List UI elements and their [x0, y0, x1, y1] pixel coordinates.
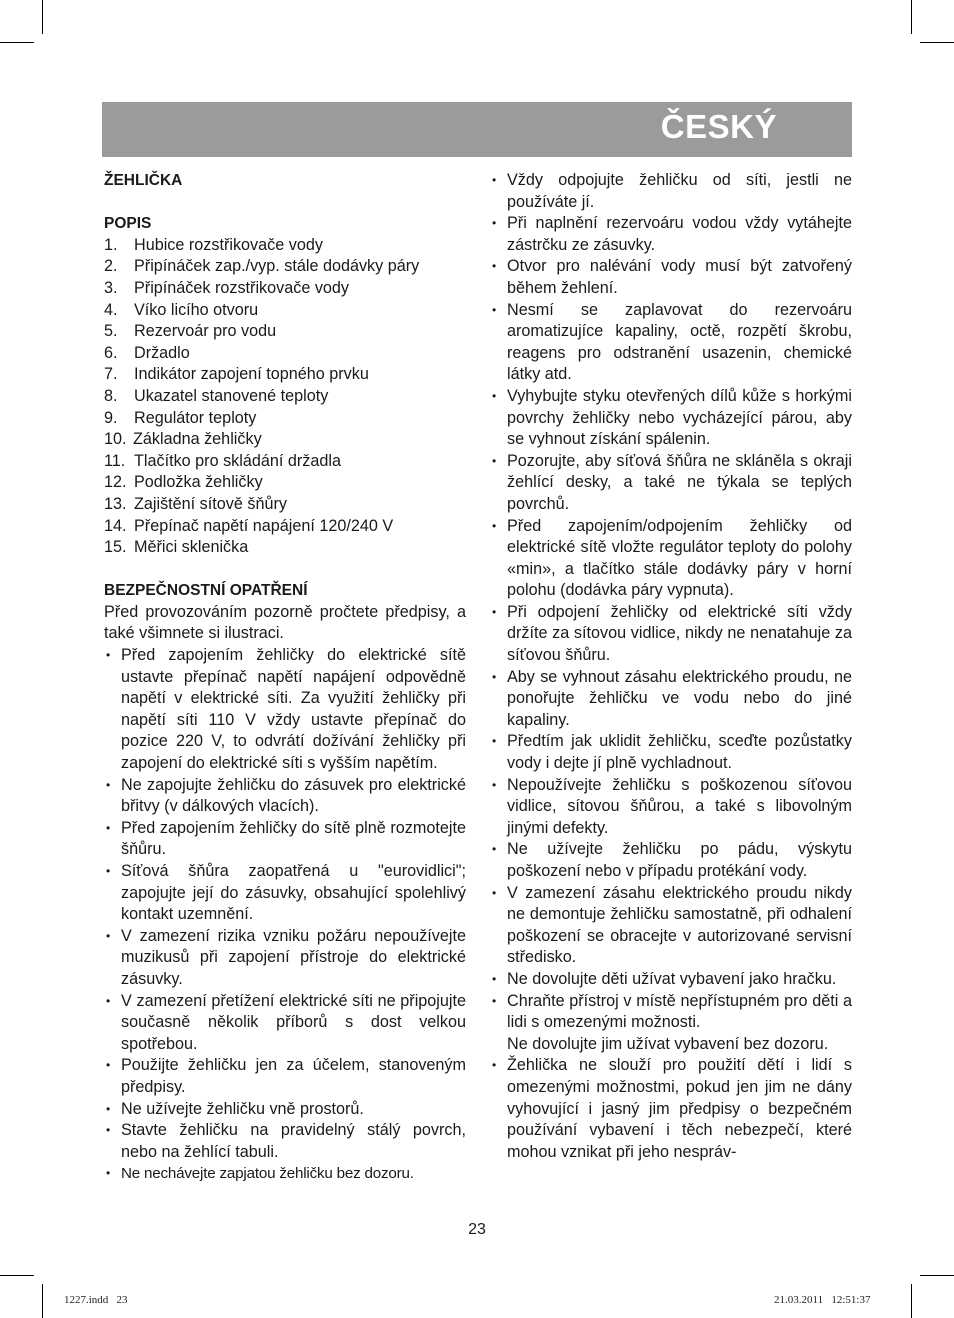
safety-bullet: • Vždy odpojujte žehličku od síti, jestli ne používáte jí. — [490, 170, 852, 213]
safety-bullet — [490, 991, 852, 1056]
crop-mark-bottom-left — [0, 1275, 34, 1276]
safety-bullet: • Nesmí se zaplavovat do rezervoáru aromatizujíce kapaliny, octě, rozpětí škrobu, reagens pro odstranění usazenin, chemické látky atd. — [490, 300, 852, 386]
left-column — [104, 170, 466, 1185]
description-heading: POPIS — [104, 215, 152, 233]
parts-list-item: 8. Ukazatel stanovené teploty — [104, 386, 329, 405]
parts-list-item: 4. Víko licího otvoru — [104, 300, 259, 319]
parts-list-item: 5. Rezervoár pro vodu — [104, 322, 277, 341]
safety-bullets-right — [490, 170, 852, 1163]
parts-list-item: 1. Hubice rozstřikovače vody — [104, 235, 323, 254]
safety-bullet: • V zamezení zásahu elektrického proudu nikdy ne demontuje žehličku samostatně, při odhalení poškození se obracejte v autorizované servisní středisko. — [490, 883, 852, 969]
safety-bullet: • Vyhybujte styku otevřených dílů kůže s horkými povrchy žehličky nebo vycházející párou, aby se vyhnout získání spálenin. — [490, 386, 852, 451]
crop-mark-top-right — [920, 42, 954, 43]
parts-list-item: 7. Indikátor zapojení topného prvku — [104, 365, 369, 384]
parts-list-item: 3. Připínáček rozstřikovače vody — [104, 278, 350, 297]
file-slug: 1227.indd 23 — [64, 1294, 128, 1306]
parts-list-item: 12. Podložka žehličky — [104, 473, 263, 492]
parts-list-item: 10. Základna žehličky — [104, 430, 262, 449]
safety-bullet: • V zamezení rizika vzniku požáru nepoužívejte muzikusů při zapojení přístroje do elektrické zásuvky. — [104, 926, 466, 991]
crop-mark-bottom-left — [42, 1284, 43, 1318]
safety-bullet: • Stavte žehličku na pravidelný stálý povrch, nebo na žehlící tabuli. — [104, 1120, 466, 1163]
parts-list-item: 2. Připínáček zap./vyp. stále dodávky páry — [104, 257, 420, 276]
safety-bullet: • Při naplnění rezervoáru vodou vždy vytáhejte zástrčku ze zásuvky. — [490, 213, 852, 256]
crop-mark-bottom-right — [920, 1275, 954, 1276]
safety-bullet: • Ne dovolujte děti užívat vybavení jako hračku. — [490, 969, 852, 991]
safety-bullet: • Otvor pro nalévání vody musí být zatvořený během žehlení. — [490, 256, 852, 299]
safety-bullet: • Před zapojením/odpojením žehličky od elektrické sítě vložte regulátor teploty do polohy «min», a tlačítko stále dodávky páry v horní polohu (dodávka páry vypnuta). — [490, 516, 852, 602]
parts-list-item: 9. Regulátor teploty — [104, 408, 257, 427]
safety-bullet: • V zamezení přetížení elektrické síti ne připojujte současně několik příborů s dost velkou spotřebou. — [104, 991, 466, 1056]
crop-mark-top-left — [42, 0, 43, 34]
safety-bullet: • Použijte žehličku jen za účelem, stanoveným předpisy. — [104, 1055, 466, 1098]
product-title: ŽEHLIČKA — [104, 172, 183, 189]
safety-bullet: • Aby se vyhnout zásahu elektrického proudu, ne ponořujte žehličku ve vodu nebo do jiné kapaliny. — [490, 667, 852, 732]
right-column — [490, 170, 852, 1163]
safety-bullet-continuation: Ne dovolujte jim užívat vybavení bez dozoru. — [507, 1034, 829, 1053]
parts-list-item: 14. Přepínač napětí napájení 120/240 V — [104, 516, 394, 535]
safety-bullet: • Ne zapojujte žehličku do zásuvek pro elektrické břitvy (v dálkových vlacích). — [104, 775, 466, 818]
language-header-bar — [102, 102, 852, 157]
safety-bullet: • Nepoužívejte žehličku s poškozenou síťovou vidlice, sítovou šňůrou, a také s libovolným jinými defekty. — [490, 775, 852, 840]
parts-list-item: 6. Držadlo — [104, 343, 190, 362]
safety-bullet: • Před zapojením žehličky do elektrické sítě ustavte přepínač napětí napájení odpovědně napětí v elektrické síti. Za využití žehličky při napětí síti 110 V vždy ustavte přepínač do pozice 220 V, to odvrátí dožívání žehličky při zapojení do elektrické síti s vyšším napětím. — [104, 645, 466, 775]
safety-bullet: • Ne užívejte žehličku vně prostorů. — [104, 1099, 466, 1121]
parts-list-item: 15. Měřici sklenička — [104, 538, 249, 557]
safety-bullet: • Předtím jak uklidit žehličku, sceďte pozůstatky vody i dejte jí plně vychladnout. — [490, 731, 852, 774]
safety-bullet: • Síťová šňůra zaopatřená u "eurovidlici"; zapojujte její do zásuvky, obsahující spolehlivý kontakt uzemnění. — [104, 861, 466, 926]
safety-bullet-text: Chraňte přístroj v místě nepřístupném pro děti a lidi s omezenými možnosti. — [507, 991, 852, 1032]
crop-mark-bottom-right — [911, 1284, 912, 1318]
safety-bullet: • Pozorujte, aby síťová šňůra ne skláněla s okraji žehlící desky, a také ne týkala se teplých povrchů. — [490, 451, 852, 516]
date-slug: 21.03.2011 12:51:37 — [774, 1294, 871, 1306]
safety-bullet: • Ne užívejte žehličku po pádu, výskytu poškození nebo v případu protékání vody. — [490, 839, 852, 882]
safety-bullet: • Při odpojení žehličky od elektrické síti vždy držíte za sítovou vidlice, nikdy ne nenatahuje za síťovou šňůru. — [490, 602, 852, 667]
safety-bullets-left — [104, 645, 466, 1185]
crop-mark-top-left — [0, 42, 34, 43]
page-number: 23 — [468, 1221, 486, 1238]
parts-list — [104, 235, 466, 559]
parts-list-item: 13. Zajištění sítově šňůry — [104, 494, 287, 513]
crop-mark-top-right — [911, 0, 912, 34]
safety-intro: Před provozováním pozorně pročtete předpisy, a také všimnete si ilustraci. — [104, 602, 466, 643]
safety-heading: BEZPEČNOSTNÍ OPATŘENÍ — [104, 582, 308, 600]
safety-bullet: • Ne nechávejte zapjatou žehličku bez dozoru. — [104, 1163, 466, 1185]
language-title: ČESKÝ — [660, 108, 777, 145]
safety-bullet: • Před zapojením žehličky do sítě plně rozmotejte šňůru. — [104, 818, 466, 861]
safety-bullet: • Žehlička ne slouží pro použití dětí i lidí s omezenými možnostmi, pokud jen jim ne dány vyhovující i jasný jim předpisy o bezpečném používání vybavení i těch nebezpečí, které mohou vznikat při jeho nespráv- — [490, 1055, 852, 1163]
parts-list-item: 11. Tlačítko pro skládání držadla — [104, 451, 341, 470]
